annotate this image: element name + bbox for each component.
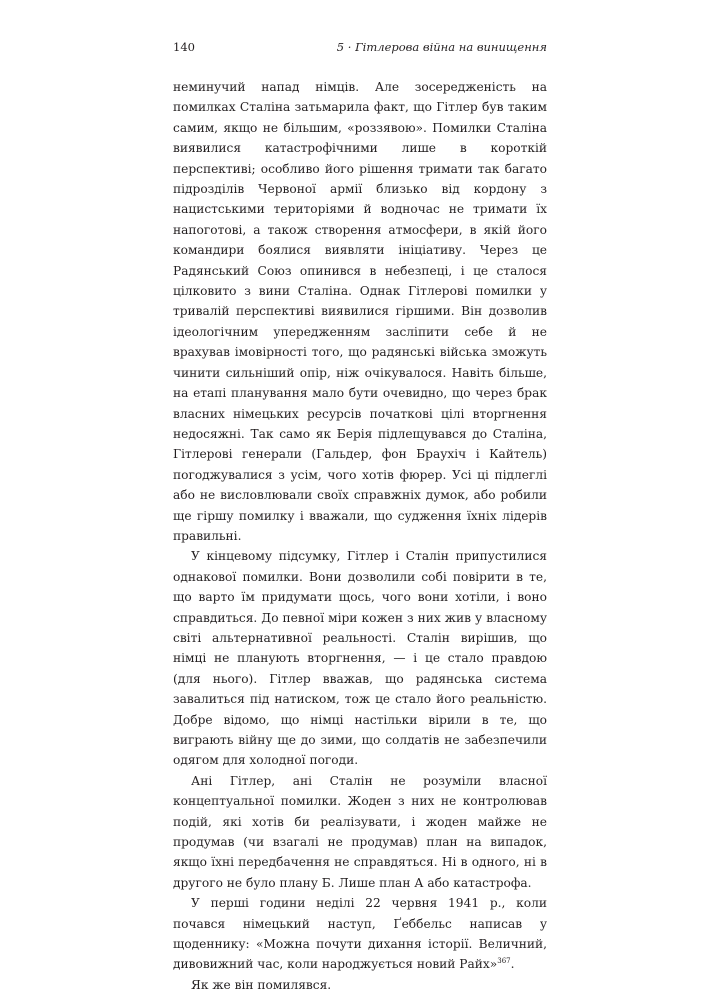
paragraph-text: Як же він помилявся.: [191, 977, 332, 992]
paragraph: [173, 975, 547, 995]
paragraph-text: Ані Гітлер, ані Сталін не розуміли власної концептуальної помилки. Жоден з них не контролював подій, які хотів би реалізувати, і жоден майже не продумав (чи взагалі не продумав) план на випадок, якщо їхні передбачення не справдяться. Ні в одного, ні в другого не було плану Б. Лише план А або катастрофа.: [173, 773, 547, 890]
page-number: 140: [173, 40, 195, 54]
chapter-title: 5 · Гітлерова війна на винищення: [336, 40, 547, 54]
footnote-marker[interactable]: 367: [497, 957, 511, 966]
paragraph: [173, 77, 547, 546]
body-text: [173, 77, 547, 995]
paragraph-text: У перші години неділі 22 червня 1941 р., коли почався німецький наступ, Ґеббельс написав у щоденнику: «Можна почути дихання історії. Величний, дивовижний час, коли народжується новий Райх»: [173, 896, 547, 972]
paragraph-text: У кінцевому підсумку, Гітлер і Сталін припустилися однакової помилки. Вони дозволили собі повірити в те, що варто їм придумати щось, чого вони хотіли, і воно справдиться. До певної міри кожен з них жив у власному світі альтернативної реальності. Сталін вирішив, що німці не планують вторгнення, — і це стало правдою (для нього). Гітлер вважав, що радянська система завалиться під натиском, тож це стало його реальністю. Добре відомо, що німці настільки вірили в те, що виграють війну ще до зими, що солдатів не забезпечили одягом для холодної погоди.: [173, 549, 547, 768]
paragraph-text: неминучий напад німців. Але зосередженість на помилках Сталіна затьмарила факт, що Гітлер був таким самим, якщо не більшим, «роззявою». Помилки Сталіна виявилися катастрофічними лише в короткій перспективі; особливо його рішення тримати так багато підрозділів Червоної армії близько від кордону з нацистськими територіями й водночас не тримати їх напоготові, а також створення атмосфери, в якій його командири боялися виявляти ініціативу. Через це Радянський Союз опинився в небезпеці, і це сталося цілковито з вини Сталіна. Однак Гітлерові помилки у тривалій перспективі виявилися гіршими. Він дозволив ідеологічним упередженням засліпити себе й не врахував імовірності того, що радянські війська зможуть чинити сильніший опір, ніж очікувалося. Навіть більше, на етапі планування мало бути очевидно, що через брак власних німецьких ресурсів початкові цілі вторгнення недосяжні. Так само як Берія підлещувався до Сталіна, Гітлерові генерали (Гальдер, фон Браухіч і Кайтель) погоджувалися з усім, чого хотів фюрер. Усі ці підлеглі або не висловлювали своїх справжніх думок, або робили ще гіршу помилку і вважали, що судження їхніх лідерів правильні.: [173, 80, 547, 543]
paragraph: [173, 546, 547, 770]
paragraph: [173, 771, 547, 893]
book-page: [173, 40, 547, 995]
paragraph: [173, 893, 547, 975]
running-head: [173, 40, 547, 54]
paragraph-end-punctuation: .: [510, 957, 515, 972]
